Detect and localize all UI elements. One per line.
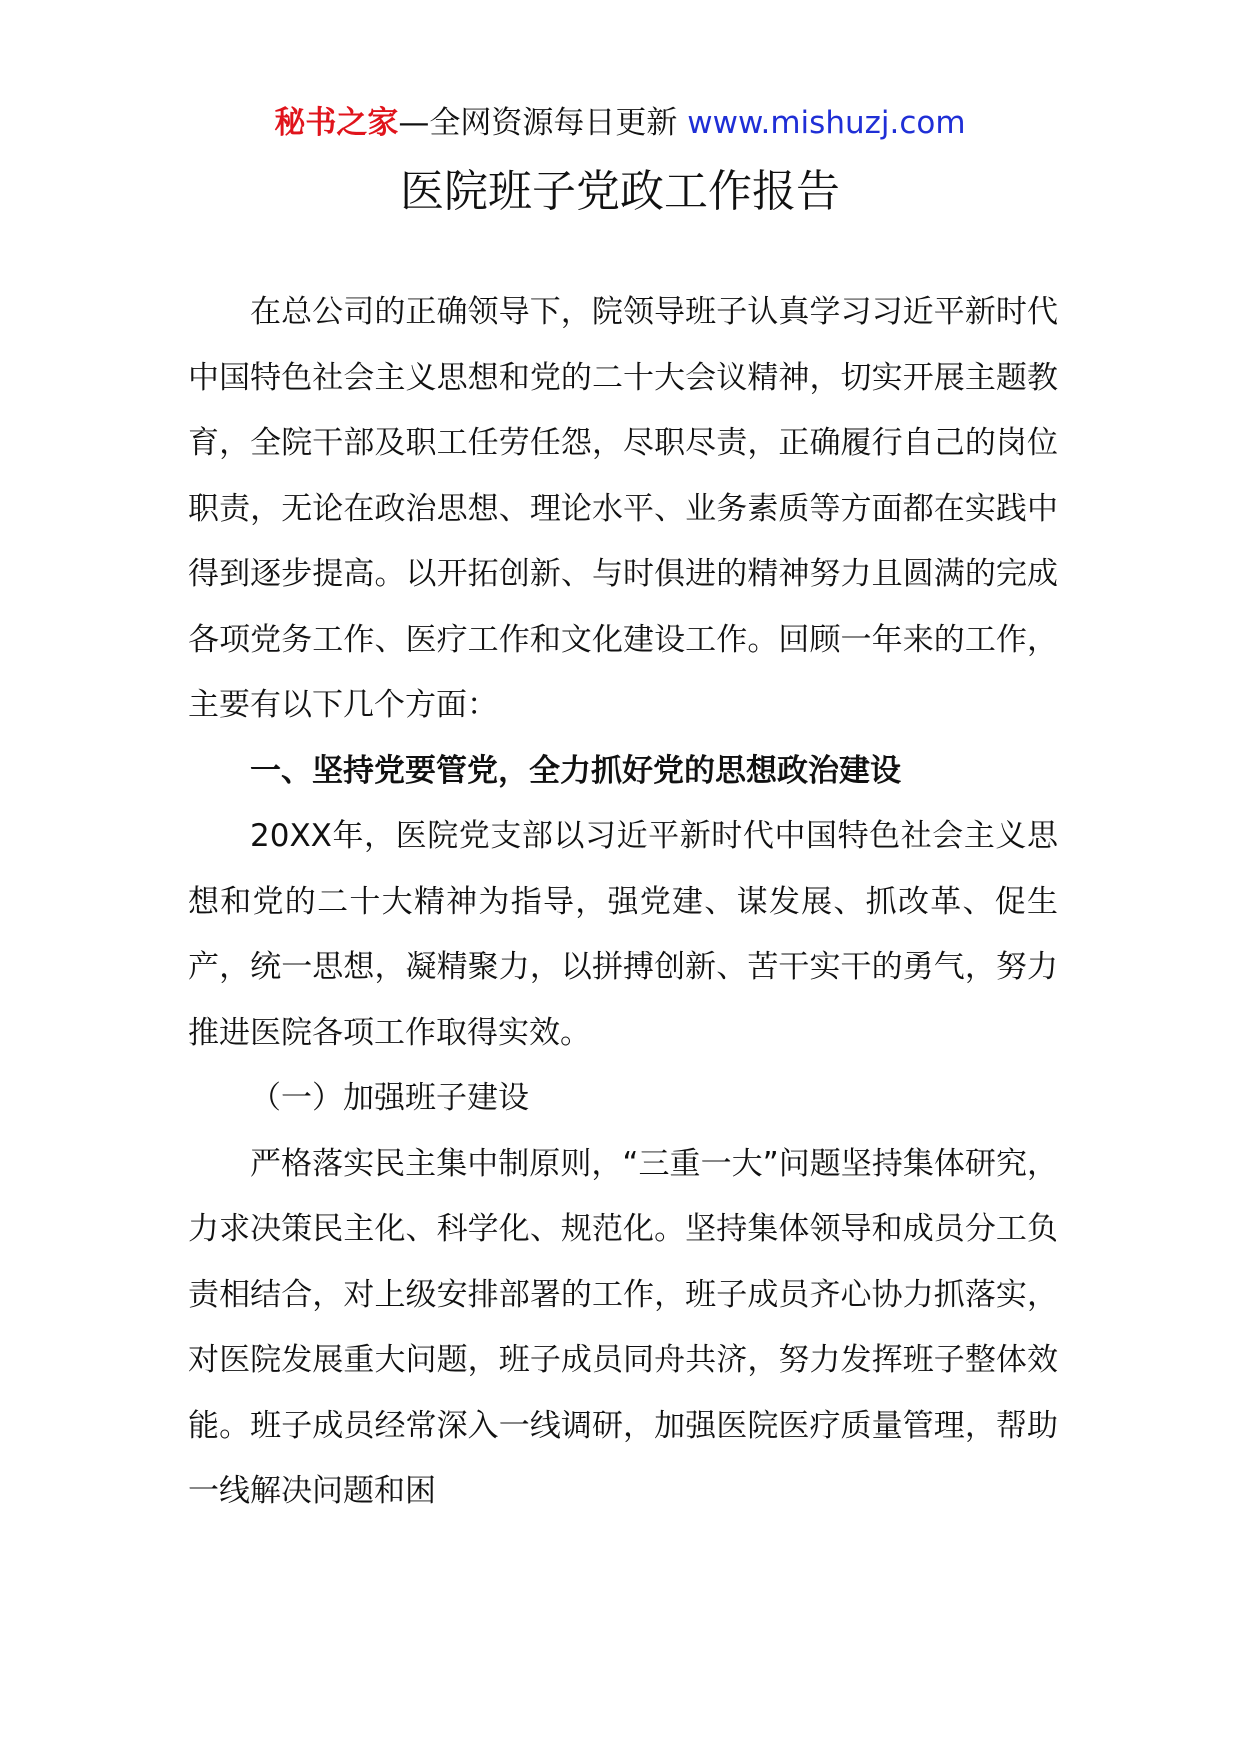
- site-brand: 秘书之家: [274, 105, 399, 141]
- document-title: 医院班子党政工作报告: [400, 166, 840, 217]
- document-body: [188, 280, 1058, 1525]
- site-url-link[interactable]: www.mishuzj.com: [687, 105, 966, 141]
- site-header: [0, 100, 1240, 146]
- section-paragraph: 20XX年，医院党支部以习近平新时代中国特色社会主义思想和党的二十大精神为指导，强党建、谋发展、抓改革、促生产，统一思想，凝精聚力，以拼搏创新、苦干实干的勇气，努力推进医院各项工作取得实效。: [188, 818, 1058, 1051]
- subsection-paragraph: 严格落实民主集中制原则，“三重一大”问题坚持集体研究，力求决策民主化、科学化、规范化。坚持集体领导和成员分工负责相结合，对上级安排部署的工作，班子成员齐心协力抓落实，对医院发展重大问题，班子成员同舟共济，努力发挥班子整体效能。班子成员经常深入一线调研，加强医院医疗质量管理，帮助一线解决问题和困: [188, 1145, 1058, 1509]
- subsection-heading: （一）加强班子建设: [250, 1080, 529, 1116]
- intro-paragraph: 在总公司的正确领导下，院领导班子认真学习习近平新时代中国特色社会主义思想和党的二十大会议精神，切实开展主题教育，全院干部及职工任劳任怨，尽职尽责，正确履行自己的岗位职责，无论在政治思想、理论水平、业务素质等方面都在实践中得到逐步提高。以开拓创新、与时俱进的精神努力且圆满的完成各项党务工作、医疗工作和文化建设工作。回顾一年来的工作，主要有以下几个方面：: [188, 294, 1058, 723]
- section-heading: 一、坚持党要管党，全力抓好党的思想政治建设: [250, 752, 901, 789]
- site-tagline: —全网资源每日更新: [398, 105, 688, 141]
